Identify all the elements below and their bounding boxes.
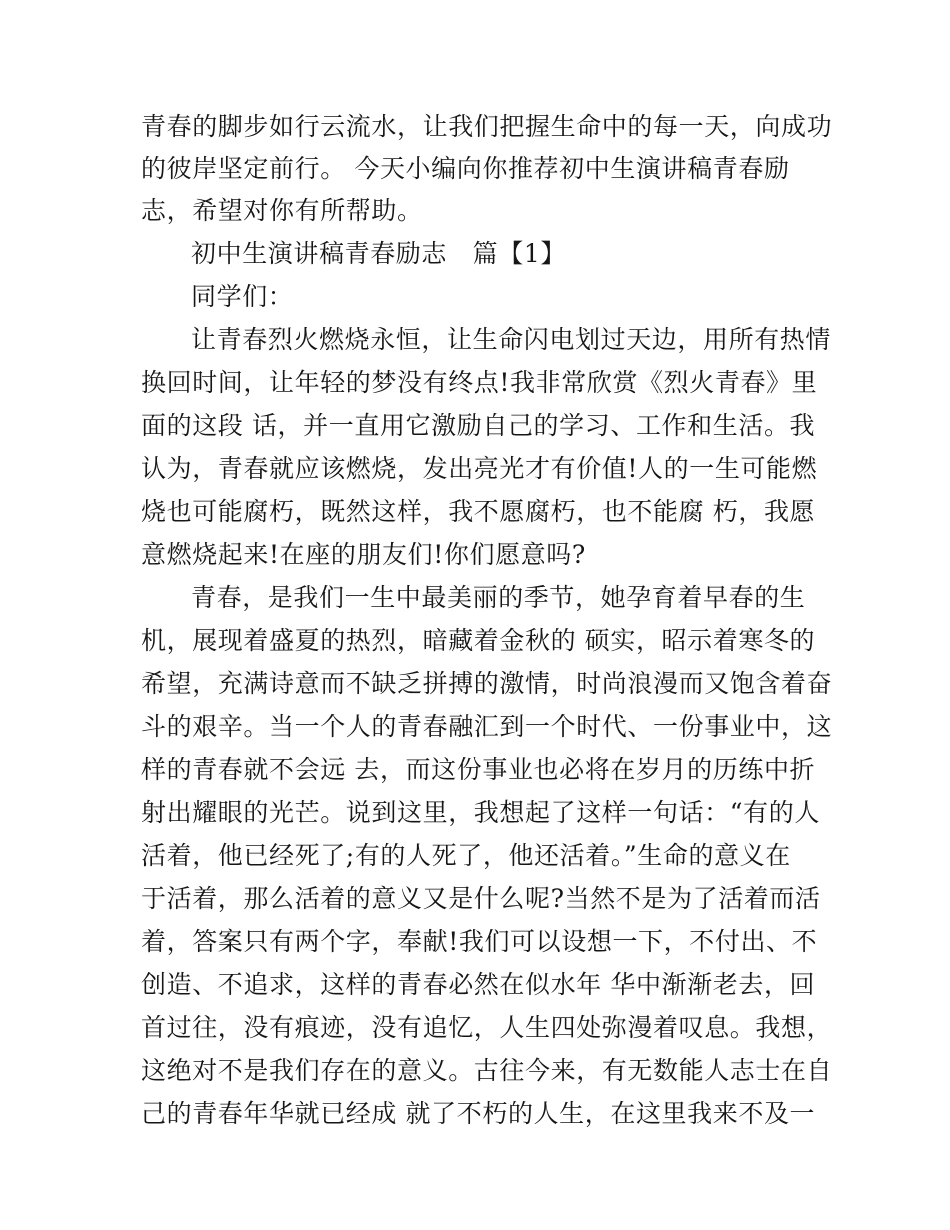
text-line: 机，展现着盛夏的热烈，暗藏着金秋的 硕实，昭示着寒冬的 bbox=[141, 626, 816, 655]
text-line: 志，希望对你有所帮助。 bbox=[141, 196, 423, 225]
text-line: 这绝对不是我们存在的意义。古往今来，有无数能人志士在自 bbox=[141, 1056, 833, 1085]
text-line: 着，答案只有两个字，奉献!我们可以设想一下，不付出、不 bbox=[141, 927, 818, 956]
text-line: 射出耀眼的光芒。说到这里，我想起了这样一句话：“有的人 bbox=[141, 798, 820, 827]
salutation: 同学们： bbox=[191, 282, 294, 311]
text-line: 希望，充满诗意而不缺乏拼搏的激情，时尚浪漫而又饱含着奋 bbox=[141, 669, 833, 698]
text-line: 活着，他已经死了;有的人死了，他还活着。”生命的意义在 bbox=[141, 841, 791, 870]
text-line: 认为，青春就应该燃烧，发出亮光才有价值!人的一生可能燃 bbox=[141, 454, 818, 483]
text-line: 烧也可能腐朽，既然这样，我不愿腐朽，也不能腐 朽，我愿 bbox=[141, 497, 816, 526]
text-line: 己的青春年华就已经成 就了不朽的人生，在这里我来不及一 bbox=[141, 1099, 816, 1128]
text-line: 创造、不追求，这样的青春必然在似水年 华中渐渐老去，回 bbox=[141, 970, 816, 999]
text-line: 于活着，那么活着的意义又是什么呢?当然不是为了活着而活 bbox=[141, 884, 821, 913]
text-line: 青春的脚步如行云流水，让我们把握生命中的每一天，向成功 bbox=[141, 112, 833, 141]
text-line: 换回时间，让年轻的梦没有终点!我非常欣赏《烈火青春》里 bbox=[141, 368, 818, 397]
text-line: 让青春烈火燃烧永恒，让生命闪电划过天边，用所有热情 bbox=[191, 325, 832, 354]
text-line: 首过往，没有痕迹，没有追忆，人生四处弥漫着叹息。我想， bbox=[141, 1013, 833, 1042]
section-heading: 初中生演讲稿青春励志 篇【1】 bbox=[191, 239, 566, 268]
text-line: 斗的艰辛。当一个人的青春融汇到一个时代、一份事业中，这 bbox=[141, 712, 833, 741]
text-line: 青春，是我们一生中最美丽的季节，她孕育着早春的生 bbox=[191, 583, 806, 612]
text-line: 意燃烧起来!在座的朋友们!你们愿意吗? bbox=[141, 540, 586, 569]
text-line: 面的这段 话，并一直用它激励自己的学习、工作和生活。我 bbox=[141, 411, 816, 440]
text-line: 的彼岸坚定前行。 今天小编向你推荐初中生演讲稿青春励 bbox=[141, 154, 790, 183]
text-line: 样的青春就不会远 去，而这份事业也必将在岁月的历练中折 bbox=[141, 755, 816, 784]
